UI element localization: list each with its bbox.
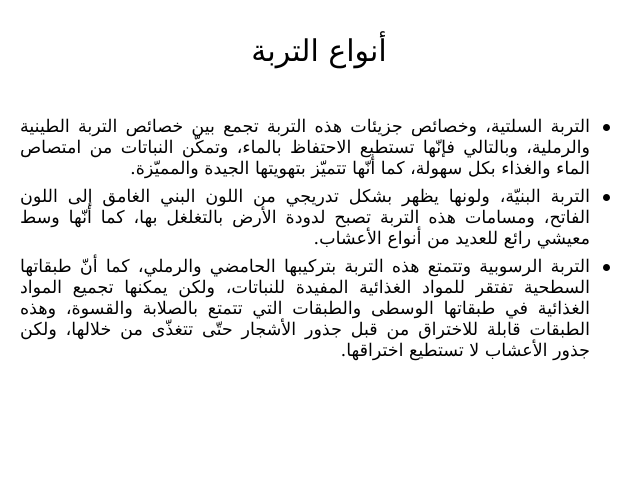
bullet-item (20, 257, 616, 362)
slide-title: أنواع التربة (251, 34, 387, 69)
bullet-text: التربة السلتية، وخصائص جزيئات هذه التربة تجمع بين خصائص التربة الطينية والرملية، وبالتالي فإنّها تستطيع الاحتفاظ بالماء، وتمكّن النباتات من امتصاص الماء والغذاء بكل سهولة، كما أنّها تتميّز بتهويتها الجيدة والمميّزة. (20, 117, 590, 179)
bullet-dot-icon (603, 124, 610, 131)
bullet-text: التربة الرسوبية وتتمتع هذه التربة بتركيبها الحامضي والرملي، كما أنّ طبقاتها السطحية تفتقر للمواد الغذائية المفيدة للنباتات، ولكن يمكنها تجميع المواد الغذائية في طبقاتها الوسطى والطبقات التي تتمتع بالصلابة والقسوة، وهذه الطبقات قابلة للاختراق من قبل جذور الأشجار حتّى تتغذّى من خلالها، ولكن جذور الأعشاب لا تستطيع اختراقها. (20, 257, 590, 361)
bullet-dot-icon (603, 194, 610, 201)
bullet-list (20, 117, 616, 369)
bullet-item (20, 187, 616, 250)
bullet-item (20, 117, 616, 180)
bullet-text: التربة البنيّة، ولونها يظهر بشكل تدريجي من اللون البني الغامق إلى اللون الفاتح، ومسامات هذه التربة تصبح لدودة الأرض بالتغلغل بها، كما أنّها وسط معيشي رائع للعديد من أنواع الأعشاب. (20, 187, 590, 249)
bullet-dot-icon (603, 264, 610, 271)
